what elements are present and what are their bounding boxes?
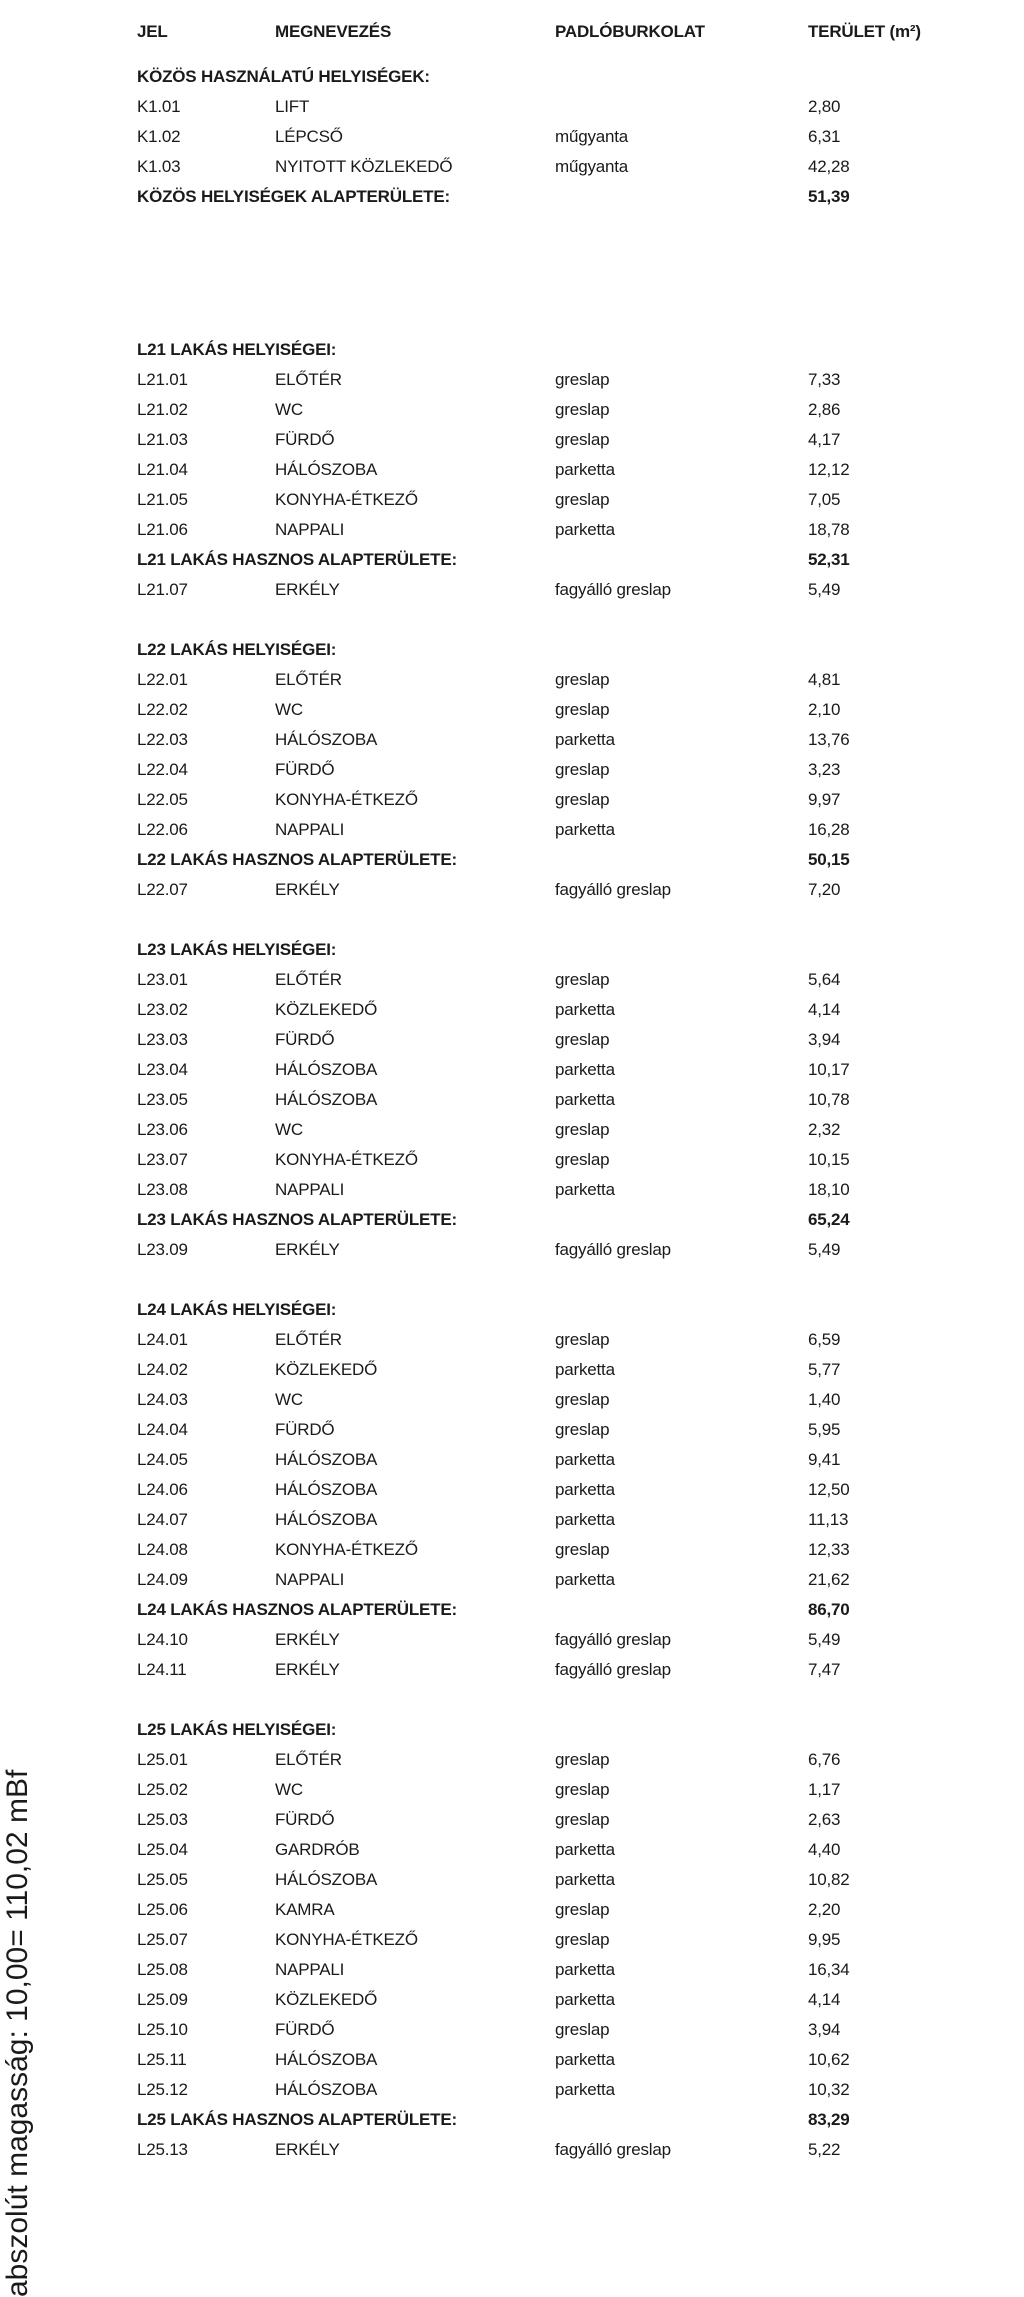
table-row [0, 1535, 1024, 1565]
table-row [0, 1145, 1024, 1175]
table-row [0, 1745, 1024, 1775]
room-name: FÜRDŐ [275, 1420, 335, 1439]
table-row [0, 2075, 1024, 2105]
section-title-text: L24 LAKÁS HELYISÉGEI: [137, 1300, 337, 1319]
total-area: 86,70 [808, 1600, 850, 1619]
floor-finish: fagyálló greslap [555, 880, 671, 899]
room-name: GARDRÓB [275, 1840, 360, 1859]
floor-finish: parketta [555, 1840, 615, 1859]
total-label: KÖZÖS HELYISÉGEK ALAPTERÜLETE: [137, 187, 450, 206]
table-row [0, 755, 1024, 785]
floor-finish: greslap [555, 400, 610, 419]
floor-finish: parketta [555, 1960, 615, 1979]
total-area: 52,31 [808, 550, 850, 569]
room-name: ERKÉLY [275, 1630, 340, 1649]
floor-finish: parketta [555, 1360, 615, 1379]
room-code: L24.05 [137, 1450, 188, 1469]
floor-finish: fagyálló greslap [555, 2140, 671, 2159]
floor-finish: greslap [555, 970, 610, 989]
floor-finish: greslap [555, 760, 610, 779]
room-code: L21.05 [137, 490, 188, 509]
room-area: 13,76 [808, 730, 850, 749]
room-area: 9,97 [808, 790, 841, 809]
total-area: 51,39 [808, 187, 850, 206]
room-code: L23.07 [137, 1150, 188, 1169]
floor-finish: greslap [555, 1750, 610, 1769]
section-title [0, 335, 1024, 365]
total-label: L25 LAKÁS HASZNOS ALAPTERÜLETE: [137, 2110, 457, 2129]
header-jel: JEL [137, 22, 168, 41]
floor-finish: greslap [555, 670, 610, 689]
room-area: 7,20 [808, 880, 841, 899]
section-title [0, 935, 1024, 965]
room-area: 5,22 [808, 2140, 841, 2159]
table-row [0, 1325, 1024, 1355]
section-title [0, 635, 1024, 665]
table-row [0, 92, 1024, 122]
room-name: KONYHA-ÉTKEZŐ [275, 790, 418, 809]
room-code: L24.03 [137, 1390, 188, 1409]
room-name: FÜRDŐ [275, 2020, 335, 2039]
room-area: 16,34 [808, 1960, 850, 1979]
floor-finish: parketta [555, 1000, 615, 1019]
room-name: FÜRDŐ [275, 1810, 335, 1829]
room-code: K1.02 [137, 127, 181, 146]
total-row [0, 1595, 1024, 1625]
room-code: L24.10 [137, 1630, 188, 1649]
floor-finish: fagyálló greslap [555, 1660, 671, 1679]
room-code: L21.04 [137, 460, 188, 479]
table-row [0, 965, 1024, 995]
room-code: L24.08 [137, 1540, 188, 1559]
section-title-text: L22 LAKÁS HELYISÉGEI: [137, 640, 337, 659]
table-row [0, 1565, 1024, 1595]
room-area: 12,33 [808, 1540, 850, 1559]
floor-finish: greslap [555, 430, 610, 449]
room-name: ELŐTÉR [275, 370, 342, 389]
room-area: 4,40 [808, 1840, 841, 1859]
floor-finish: parketta [555, 820, 615, 839]
room-name: HÁLÓSZOBA [275, 1870, 378, 1889]
room-code: L25.10 [137, 2020, 188, 2039]
table-row [0, 785, 1024, 815]
header-terulet: TERÜLET (m²) [808, 22, 921, 41]
floor-finish: fagyálló greslap [555, 580, 671, 599]
floor-finish: parketta [555, 1090, 615, 1109]
room-code: L23.04 [137, 1060, 188, 1079]
floor-finish: greslap [555, 1120, 610, 1139]
section-title-text: KÖZÖS HASZNÁLATÚ HELYISÉGEK: [137, 67, 430, 86]
table-row [0, 1445, 1024, 1475]
room-code: L25.01 [137, 1750, 188, 1769]
room-code: L24.07 [137, 1510, 188, 1529]
room-name: WC [275, 400, 303, 419]
room-code: L25.12 [137, 2080, 188, 2099]
floor-finish: parketta [555, 730, 615, 749]
room-code: L22.06 [137, 820, 188, 839]
section-title [0, 1715, 1024, 1745]
floor-finish: parketta [555, 2050, 615, 2069]
room-name: KONYHA-ÉTKEZŐ [275, 1150, 418, 1169]
room-area: 6,31 [808, 127, 841, 146]
floor-finish: fagyálló greslap [555, 1630, 671, 1649]
room-code: L21.06 [137, 520, 188, 539]
room-code: L22.01 [137, 670, 188, 689]
balcony-row [0, 875, 1024, 905]
total-row [0, 845, 1024, 875]
table-row [0, 1955, 1024, 1985]
room-area: 10,17 [808, 1060, 850, 1079]
room-name: HÁLÓSZOBA [275, 1450, 378, 1469]
room-name: ELŐTÉR [275, 1750, 342, 1769]
total-label: L21 LAKÁS HASZNOS ALAPTERÜLETE: [137, 550, 457, 569]
header-padloburkolat: PADLÓBURKOLAT [555, 22, 705, 41]
room-code: L25.11 [137, 2050, 187, 2069]
room-area: 2,80 [808, 97, 841, 116]
room-area: 7,33 [808, 370, 841, 389]
room-code: L23.03 [137, 1030, 188, 1049]
balcony-row [0, 2135, 1024, 2165]
table-row [0, 1475, 1024, 1505]
room-name: HÁLÓSZOBA [275, 460, 378, 479]
table-row [0, 665, 1024, 695]
floor-finish: greslap [555, 2020, 610, 2039]
total-row [0, 2105, 1024, 2135]
section-title-text: L21 LAKÁS HELYISÉGEI: [137, 340, 337, 359]
room-area: 9,95 [808, 1930, 841, 1949]
room-code: L23.02 [137, 1000, 188, 1019]
room-area: 1,17 [808, 1780, 841, 1799]
room-area: 42,28 [808, 157, 850, 176]
section-3 [0, 935, 1024, 1265]
table-row [0, 152, 1024, 182]
room-name: ERKÉLY [275, 2140, 340, 2159]
room-name: WC [275, 1120, 303, 1139]
room-area: 6,76 [808, 1750, 841, 1769]
floor-finish: parketta [555, 1570, 615, 1589]
table-row [0, 1835, 1024, 1865]
balcony-row [0, 1235, 1024, 1265]
table-row [0, 2015, 1024, 2045]
floor-finish: parketta [555, 1060, 615, 1079]
room-area: 16,28 [808, 820, 850, 839]
room-area: 10,15 [808, 1150, 850, 1169]
room-code: K1.01 [137, 97, 181, 116]
floor-finish: greslap [555, 1780, 610, 1799]
total-row [0, 182, 1024, 212]
room-area: 3,23 [808, 760, 841, 779]
room-name: FÜRDŐ [275, 1030, 335, 1049]
total-label: L23 LAKÁS HASZNOS ALAPTERÜLETE: [137, 1210, 457, 1229]
room-name: KÖZLEKEDŐ [275, 1360, 378, 1379]
room-area: 21,62 [808, 1570, 850, 1589]
room-area: 4,81 [808, 670, 841, 689]
room-name: HÁLÓSZOBA [275, 1480, 378, 1499]
floor-finish: parketta [555, 1510, 615, 1529]
floor-finish: greslap [555, 790, 610, 809]
table-row [0, 455, 1024, 485]
floor-finish: greslap [555, 370, 610, 389]
room-name: WC [275, 700, 303, 719]
room-area: 7,05 [808, 490, 841, 509]
floor-finish: parketta [555, 1480, 615, 1499]
room-area: 2,86 [808, 400, 841, 419]
room-name: LIFT [275, 97, 310, 116]
room-area: 5,64 [808, 970, 841, 989]
room-code: L22.04 [137, 760, 188, 779]
total-label: L24 LAKÁS HASZNOS ALAPTERÜLETE: [137, 1600, 457, 1619]
room-name: KÖZLEKEDŐ [275, 1000, 378, 1019]
floor-finish: parketta [555, 520, 615, 539]
floor-finish: parketta [555, 1450, 615, 1469]
floor-finish: greslap [555, 1810, 610, 1829]
floor-finish: greslap [555, 1900, 610, 1919]
table-row [0, 995, 1024, 1025]
room-area: 10,32 [808, 2080, 850, 2099]
balcony-row [0, 575, 1024, 605]
room-name: KONYHA-ÉTKEZŐ [275, 490, 418, 509]
room-code: L22.05 [137, 790, 188, 809]
room-area: 4,14 [808, 1000, 841, 1019]
table-row [0, 1025, 1024, 1055]
room-code: L25.06 [137, 1900, 188, 1919]
floor-finish: greslap [555, 1330, 610, 1349]
floor-finish: parketta [555, 460, 615, 479]
room-area: 10,82 [808, 1870, 850, 1889]
room-area: 7,47 [808, 1660, 841, 1679]
room-area: 2,10 [808, 700, 841, 719]
room-area: 5,49 [808, 1240, 841, 1259]
room-code: L23.05 [137, 1090, 188, 1109]
section-title-text: L25 LAKÁS HELYISÉGEI: [137, 1720, 337, 1739]
table-row [0, 725, 1024, 755]
room-name: HÁLÓSZOBA [275, 2080, 378, 2099]
balcony-row [0, 1655, 1024, 1685]
room-code: L24.01 [137, 1330, 188, 1349]
room-code: L21.03 [137, 430, 188, 449]
room-area: 5,49 [808, 1630, 841, 1649]
room-name: NAPPALI [275, 520, 345, 539]
room-name: HÁLÓSZOBA [275, 2050, 378, 2069]
room-code: L23.01 [137, 970, 188, 989]
room-area: 6,59 [808, 1330, 841, 1349]
table-row [0, 1505, 1024, 1535]
table-row [0, 1895, 1024, 1925]
room-name: FÜRDŐ [275, 760, 335, 779]
room-code: L25.08 [137, 1960, 188, 1979]
table-row [0, 515, 1024, 545]
table-row [0, 1805, 1024, 1835]
room-name: NAPPALI [275, 1570, 345, 1589]
room-code: L21.01 [137, 370, 188, 389]
room-area: 12,50 [808, 1480, 850, 1499]
section-1 [0, 335, 1024, 605]
room-name: HÁLÓSZOBA [275, 730, 378, 749]
table-row [0, 122, 1024, 152]
room-code: L22.02 [137, 700, 188, 719]
room-name: NAPPALI [275, 1180, 345, 1199]
room-code: L24.09 [137, 1570, 188, 1589]
floor-finish: greslap [555, 1030, 610, 1049]
floor-finish: fagyálló greslap [555, 1240, 671, 1259]
table-row [0, 1355, 1024, 1385]
section-title-text: L23 LAKÁS HELYISÉGEI: [137, 940, 337, 959]
floor-finish: greslap [555, 1150, 610, 1169]
room-name: WC [275, 1390, 303, 1409]
room-code: L25.07 [137, 1930, 188, 1949]
floor-finish: greslap [555, 700, 610, 719]
floor-finish: parketta [555, 1180, 615, 1199]
room-area: 5,95 [808, 1420, 841, 1439]
room-code: L21.07 [137, 580, 188, 599]
room-area: 18,78 [808, 520, 850, 539]
room-area: 2,32 [808, 1120, 841, 1139]
total-label: L22 LAKÁS HASZNOS ALAPTERÜLETE: [137, 850, 457, 869]
room-code: L22.07 [137, 880, 188, 899]
table-row [0, 365, 1024, 395]
room-name: KÖZLEKEDŐ [275, 1990, 378, 2009]
room-area: 18,10 [808, 1180, 850, 1199]
room-code: L25.13 [137, 2140, 188, 2159]
balcony-row [0, 1625, 1024, 1655]
table-row [0, 1175, 1024, 1205]
room-name: KAMRA [275, 1900, 335, 1919]
room-name: NAPPALI [275, 820, 345, 839]
room-code: L25.02 [137, 1780, 188, 1799]
room-area: 4,17 [808, 430, 841, 449]
room-name: ELŐTÉR [275, 1330, 342, 1349]
room-code: L25.05 [137, 1870, 188, 1889]
total-area: 65,24 [808, 1210, 850, 1229]
room-code: L21.02 [137, 400, 188, 419]
room-area: 9,41 [808, 1450, 841, 1469]
section-4 [0, 1295, 1024, 1685]
room-name: FÜRDŐ [275, 430, 335, 449]
room-name: ELŐTÉR [275, 970, 342, 989]
floor-finish: greslap [555, 1930, 610, 1949]
room-area: 3,94 [808, 1030, 841, 1049]
room-name: ERKÉLY [275, 580, 340, 599]
room-area: 2,63 [808, 1810, 841, 1829]
room-code: K1.03 [137, 157, 181, 176]
floor-finish: greslap [555, 1420, 610, 1439]
room-name: ELŐTÉR [275, 670, 342, 689]
room-name: KONYHA-ÉTKEZŐ [275, 1930, 418, 1949]
table-row [0, 1775, 1024, 1805]
side-elevation-note: abszolút magasság: 10,00= 110,02 mBf [1, 1769, 34, 2297]
floor-finish: műgyanta [555, 157, 629, 176]
floor-finish: greslap [555, 1540, 610, 1559]
room-area: 5,77 [808, 1360, 841, 1379]
room-name: WC [275, 1780, 303, 1799]
room-name: NAPPALI [275, 1960, 345, 1979]
header-megnevezes: MEGNEVEZÉS [275, 22, 392, 41]
room-area: 3,94 [808, 2020, 841, 2039]
table-row [0, 1925, 1024, 1955]
room-code: L25.09 [137, 1990, 188, 2009]
room-area: 4,14 [808, 1990, 841, 2009]
table-row [0, 2045, 1024, 2075]
table-row [0, 1865, 1024, 1895]
total-row [0, 545, 1024, 575]
room-code: L25.04 [137, 1840, 188, 1859]
room-name: HÁLÓSZOBA [275, 1060, 378, 1079]
room-name: HÁLÓSZOBA [275, 1090, 378, 1109]
room-name: ERKÉLY [275, 880, 340, 899]
room-code: L24.02 [137, 1360, 188, 1379]
section-0 [0, 62, 1024, 212]
section-2 [0, 635, 1024, 905]
table-row [0, 1055, 1024, 1085]
room-name: NYITOTT KÖZLEKEDŐ [275, 157, 453, 176]
total-row [0, 1205, 1024, 1235]
room-name: LÉPCSŐ [275, 127, 343, 146]
table-row [0, 395, 1024, 425]
room-code: L23.09 [137, 1240, 188, 1259]
section-5 [0, 1715, 1024, 2165]
room-area: 2,20 [808, 1900, 841, 1919]
total-area: 83,29 [808, 2110, 850, 2129]
table-row [0, 695, 1024, 725]
room-code: L25.03 [137, 1810, 188, 1829]
room-area: 1,40 [808, 1390, 841, 1409]
table-row [0, 1415, 1024, 1445]
room-name: ERKÉLY [275, 1660, 340, 1679]
table-row [0, 1115, 1024, 1145]
floor-finish: parketta [555, 2080, 615, 2099]
room-code: L24.04 [137, 1420, 188, 1439]
table-row [0, 1985, 1024, 2015]
room-name: HÁLÓSZOBA [275, 1510, 378, 1529]
room-area: 10,78 [808, 1090, 850, 1109]
section-title [0, 1295, 1024, 1325]
table-row [0, 485, 1024, 515]
floor-finish: parketta [555, 1870, 615, 1889]
table-row [0, 1385, 1024, 1415]
table-header [0, 22, 1024, 48]
room-area: 10,62 [808, 2050, 850, 2069]
section-title [0, 62, 1024, 92]
total-area: 50,15 [808, 850, 850, 869]
table-row [0, 815, 1024, 845]
floor-finish: greslap [555, 1390, 610, 1409]
floor-finish: műgyanta [555, 127, 629, 146]
room-code: L23.06 [137, 1120, 188, 1139]
room-code: L22.03 [137, 730, 188, 749]
room-code: L24.06 [137, 1480, 188, 1499]
room-area: 12,12 [808, 460, 850, 479]
room-code: L23.08 [137, 1180, 188, 1199]
room-area: 11,13 [808, 1510, 849, 1529]
room-name: KONYHA-ÉTKEZŐ [275, 1540, 418, 1559]
room-area: 5,49 [808, 580, 841, 599]
room-name: ERKÉLY [275, 1240, 340, 1259]
floor-finish: greslap [555, 490, 610, 509]
room-code: L24.11 [137, 1660, 187, 1679]
table-row [0, 425, 1024, 455]
table-row [0, 1085, 1024, 1115]
floor-finish: parketta [555, 1990, 615, 2009]
